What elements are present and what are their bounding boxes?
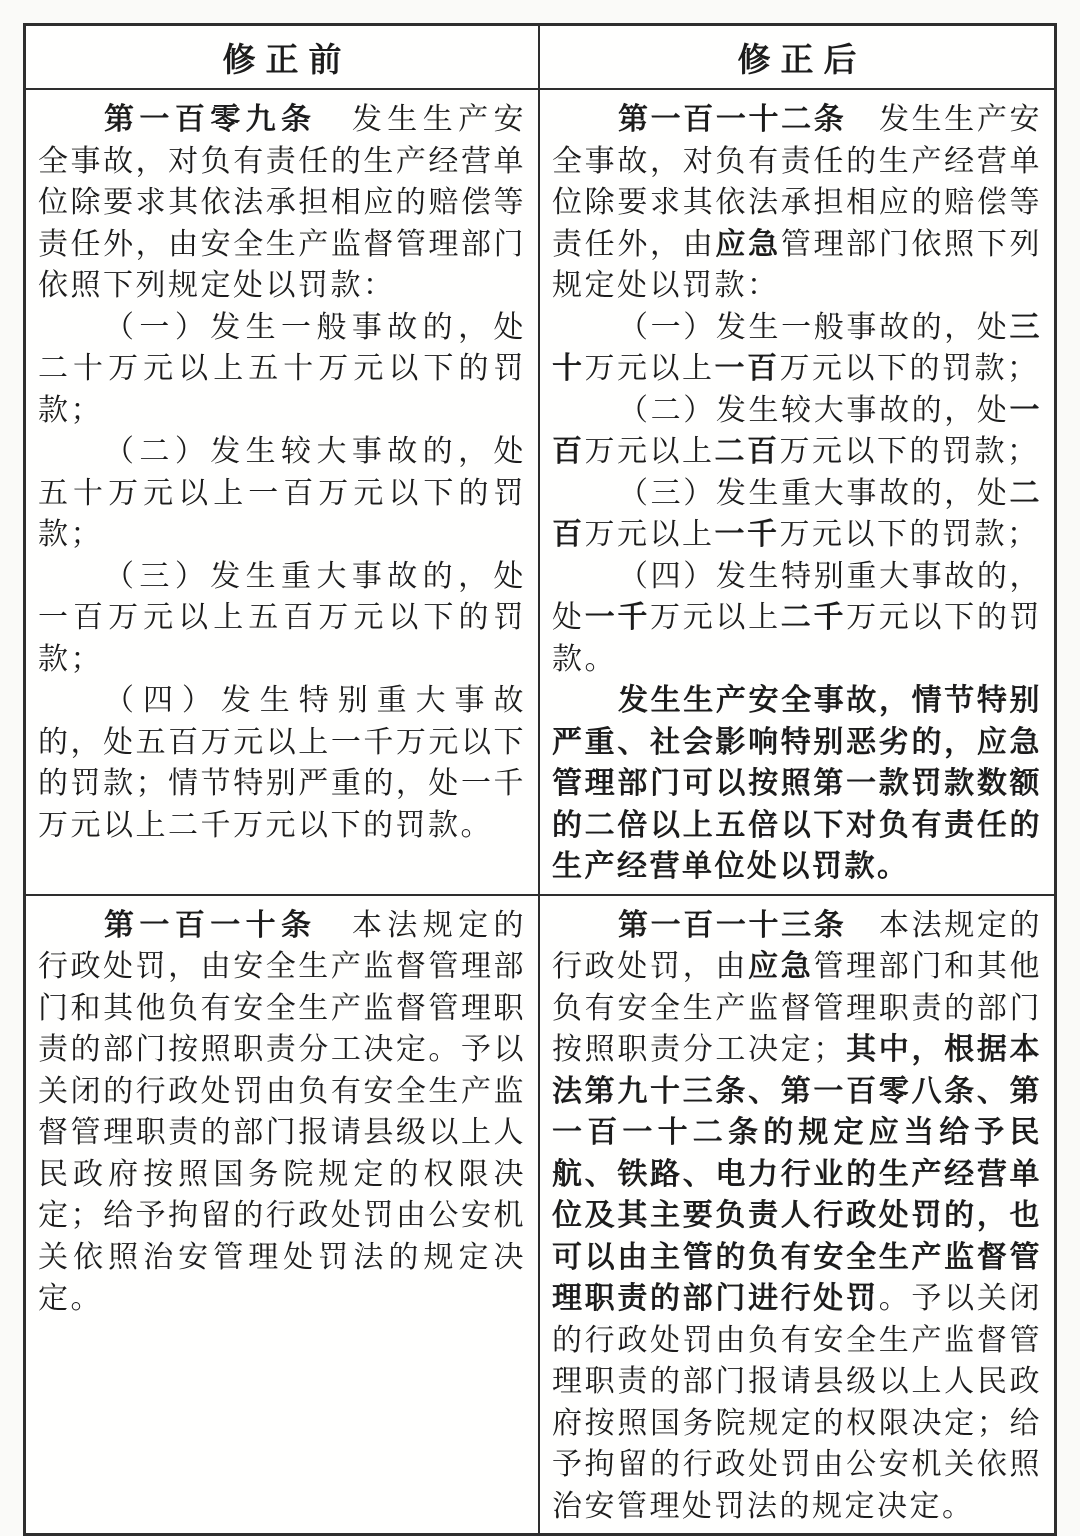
- table-header-row: [26, 26, 1054, 90]
- paragraph: [552, 473, 1042, 556]
- paragraph: [38, 307, 526, 432]
- amended-text-run: 一千: [584, 601, 651, 634]
- text-run: 管理部门和其他负有安全生产监督管理职责的部门按照职责分工决定；: [552, 950, 1043, 1066]
- cell-article-112-after: [540, 90, 1054, 894]
- text-run: （二）发生较大事故的，处五十万元以上一百万元以下的罚款；: [38, 435, 526, 551]
- text-run: 本法规定的行政处罚，由: [552, 908, 1042, 983]
- text-run: 万元以下的罚款；: [779, 518, 1040, 551]
- amended-text-run: 应急: [748, 950, 814, 983]
- cell-article-109-before: [26, 90, 540, 894]
- amended-text-run: 三十: [552, 310, 1042, 385]
- table-row-article-109-112: [26, 90, 1054, 896]
- amended-text-run: 应急: [715, 227, 781, 261]
- amended-text-run: 一百: [714, 352, 780, 385]
- paragraph: [38, 99, 526, 307]
- header-cell-after-amendment: 修正后: [737, 40, 867, 78]
- text-run: 万元以下的罚款；: [779, 352, 1040, 385]
- text-run: 。予以关闭的行政处罚由负有安全生产监督管理职责的部门报请县级以上人民政府按照国务院规定的权限决定；给予拘留的行政处罚由公安机关依照治安管理处罚法的规定决定。: [552, 1282, 1043, 1523]
- amended-text-run: 第一百一十三条: [618, 908, 847, 942]
- paragraph: [552, 390, 1042, 473]
- text-run: （三）发生重大事故的，处一百万元以上五百万元以下的罚款；: [38, 559, 526, 676]
- text-run: （三）发生重大事故的，处: [618, 476, 1010, 510]
- table-row-article-110-113: [26, 896, 1054, 1534]
- amended-text-run: 第一百零九条: [104, 103, 317, 136]
- header-cell-before-amendment: 修正前: [26, 26, 540, 88]
- text-run: （四）发生特别重大事故的，处: [552, 559, 1042, 634]
- amended-text-run: 一百: [552, 393, 1042, 468]
- amended-text-run: 二百: [552, 476, 1042, 551]
- amended-text-run: 第一百一十条: [104, 908, 317, 942]
- paragraph: [38, 556, 526, 681]
- text-run: 万元以下的罚款。: [552, 601, 1043, 676]
- amended-text-run: 第一百一十二条: [618, 103, 847, 136]
- text-run: 万元以上: [584, 518, 715, 551]
- text-run: 发生生产安全事故，对负有责任的生产经营单位除要求其依法承担相应的赔偿等责任外，由安全生产监督管理部门依照下列规定处以罚款：: [38, 103, 527, 302]
- amended-text-run: 其中，根据本法第九十三条、第一百零八条、第一百一十二条的规定应当给予民航、铁路、电力行业的生产经营单位及其主要负责人行政处罚的，也可以由主管的负有安全生产监督管理职责的部门进行处罚: [552, 1033, 1043, 1315]
- text-run: 万元以上: [584, 352, 715, 385]
- amended-text-run: 发生生产安全事故，情节特别严重、社会影响特别恶劣的，应急管理部门可以按照第一款罚款数额的二倍以上五倍以下对负有责任的生产经营单位处以罚款。: [552, 684, 1042, 883]
- text-run: 发生生产安全事故，对负有责任的生产经营单位除要求其依法承担相应的赔偿等责任外，由: [552, 103, 1042, 261]
- text-run: 万元以上: [584, 435, 715, 468]
- paragraph: [552, 905, 1042, 1528]
- text-run: （四）发生特别重大事故的，处五百万元以上一千万元以下的罚款；情节特别严重的，处一千万元以上二千万元以下的罚款。: [38, 684, 526, 842]
- cell-article-113-after: [540, 896, 1054, 1534]
- paragraph: [552, 556, 1042, 681]
- text-run: （二）发生较大事故的，处: [618, 393, 1010, 427]
- amended-text-run: 一千: [714, 518, 780, 551]
- amended-text-run: 二千: [780, 601, 847, 634]
- paragraph: [552, 680, 1042, 888]
- text-run: 管理部门依照下列规定处以罚款：: [552, 227, 1043, 302]
- amendment-comparison-table: [23, 23, 1057, 1536]
- paragraph: [552, 307, 1042, 390]
- text-run: （一）发生一般事故的，处二十万元以上五十万元以下的罚款；: [38, 310, 526, 427]
- paragraph: [38, 905, 526, 1320]
- text-run: （一）发生一般事故的，处: [618, 310, 1010, 344]
- text-run: 万元以下的罚款；: [779, 435, 1040, 468]
- paragraph: [38, 431, 526, 556]
- text-run: 万元以上: [650, 601, 781, 634]
- cell-article-110-before: [26, 896, 540, 1534]
- paragraph: [552, 99, 1042, 307]
- text-run: 本法规定的行政处罚，由安全生产监督管理部门和其他负有安全生产监督管理职责的部门按照职责分工决定。予以关闭的行政处罚由负有安全生产监督管理职责的部门报请县级以上人民政府按照国务院规定的权限决定；给予拘留的行政处罚由公安机关依照治安管理处罚法的规定决定。: [38, 908, 527, 1315]
- amended-text-run: 二百: [714, 435, 780, 468]
- paragraph: [38, 680, 526, 846]
